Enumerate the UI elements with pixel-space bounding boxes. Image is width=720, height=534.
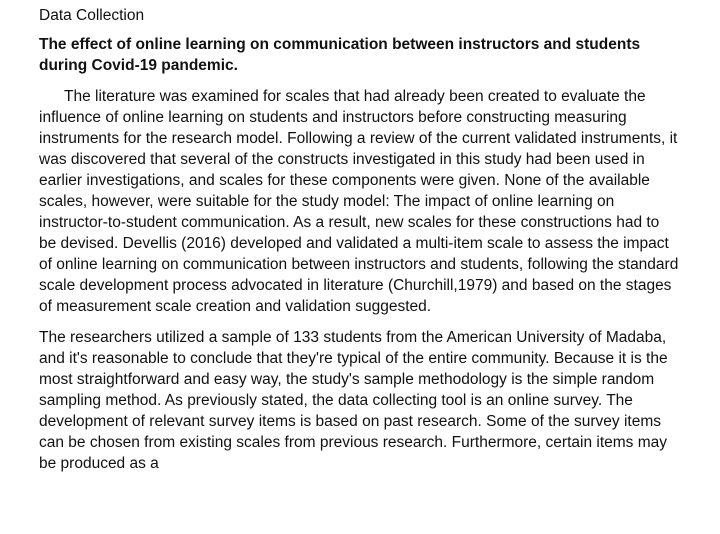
paragraph-literature-review: The literature was examined for scales that had already been created to evaluate the influence of online learning on students and instructors before constructing measuring instruments for the research model. Following a review of the current validated instruments, it was discovered that several of the constructs investigated in this study had been used in earlier investigations, and scales for these components were given. None of the available scales, however, were suitable for the study model: The impact of online learning on instructor-to-student communication. As a result, new scales for these constructions had to be devised. Devellis (2016) developed and validated a multi-item scale to assess the impact of online learning on communication between instructors and students, following the standard scale development process advocated in literature (Churchill,1979) and based on the stages of measurement scale creation and validation suggested. (39, 88, 679, 315)
section-label: Data Collection (39, 7, 145, 24)
document-page (39, 6, 679, 484)
document-title: The effect of online learning on communication between instructors and students during Covid-19 pandemic. (39, 36, 641, 74)
paragraph-sampling-method: The researchers utilized a sample of 133 students from the American University of Madaba, and it's reasonable to conclude that they're typical of the entire community. Because it is the most straightforward and easy way, the study's sample methodology is the simple random sampling method. As previously stated, the data collecting tool is an online survey. The development of relevant survey items is based on past research. Some of the survey items can be chosen from existing scales from previous research. Furthermore, certain items may be produced as a (39, 329, 668, 472)
